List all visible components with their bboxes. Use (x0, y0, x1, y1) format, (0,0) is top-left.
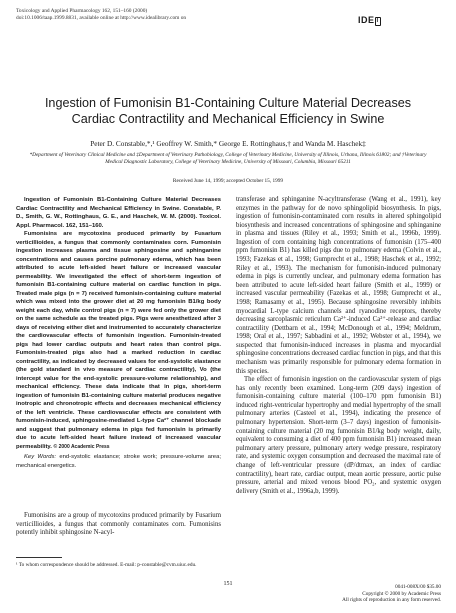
page-number: 151 (223, 581, 233, 587)
ideal-logo (358, 15, 381, 26)
right-paragraph-2: The effect of fumonisin ingestion on the cardiovascular system of pigs has only recently been examined. Long-term (209 days) ingestion of fumonisin-containing culture material (100–170 ppm fumonisin B1) induced right-ventricular hypertrophy and medial hypertrophy of the small pulmonary arteries (Casteel et al., 1994), indicating the presence of pulmonary hypertension. Short-term (3–7 days) ingestion of fumonisin-containing culture material (20 mg fumonisin B1/kg body weight, daily, equivalent to consuming a diet of 400 ppm fumonisin B1) increased mean pulmonary artery pressure, pulmonary artery wedge pressure, respiratory rate, and systemic oxygen consumption and decreased the maximal rate of change of left-ventricular pressure (dP/dtmax, an index of cardiac contractility), heart rate, cardiac output, mean aortic pressure, aortic pulse pressure, arterial and mixed venous blood PO₂, and systemic oxygen delivery (Smith et al., 1996a,b, 1999). (236, 376, 441, 495)
logo-box-letter: l (376, 18, 379, 24)
right-paragraph-1: transferase and sphinganine N-acyltransferase (Wang et al., 1991), key enzymes in the pathway for de novo sphingolipid biosynthesis. In pigs, ingestion of fumonisin-contaminated corn results in altered sphingolipid biosynthesis and increased concentrations of sphingosine and sphinganine in plasma and tissues (Riley et al., 1993; Smith et al., 1996b, 1999). Ingestion of corn containing high concentrations of fumonisin (175–400 ppm fumonisin B1) has killed pigs due to pulmonary edema (Colvin et al., 1993; Fazekas et al., 1998; Gumprecht et al., 1998; Haschek et al., 1992; Riley et al., 1993). The mechanism for fumonisin-induced pulmonary edema in pigs is currently unclear, and pulmonary edema formation has been attributed to acute left-sided heart failure (Smith et al., 1999) or increased vascular permeability (Fazekas et al., 1998; Gumprecht et al., 1998; Ramasamy et al., 1995). Because sphingosine reversibly inhibits myocardial L-type calcium channels and ryanodine receptors, thereby decreasing sarcoplasmic reticulum Ca²⁺-induced Ca²⁺-release and cardiac contractility (Dettbarn et al., 1994; McDonough et al., 1994; Meldrum, 1998; Oral et al., 1997; Sabbadini et al., 1992; Webster et al., 1994), we suspected that fumonisin-induced increases in plasma and myocardial sphingosine concentrations decreased cardiac function in pigs, and that this mechanism was primarily responsible for pulmonary edema formation in this species. (236, 196, 441, 375)
left-column (16, 196, 221, 470)
abstract (16, 196, 221, 451)
article-title: Ingestion of Fumonisin B1-Containing Culture Material Decreases Cardiac Contractility and Mechanical Efficiency in Swine (44, 96, 412, 126)
abstract-citation: Ingestion of Fumonisin B1-Containing Culture Material Decreases Cardiac Contractility and Mechanical Efficiency in Swine. Constable, P. D., Smith, G. W., Rottinghaus, G. E., and Haschek, W. M. (2000). Toxicol. Appl. Pharmacol. 162, 151–160. (16, 197, 221, 229)
intro-paragraph: Fumonisins are a group of mycotoxins produced primarily by Fusarium verticillioides, a fungus that commonly contaminates corn. Fumonisins potently inhibit sphingosine N-acyl- (16, 512, 221, 537)
author-list: Peter D. Constable,*,¹ Geoffrey W. Smith,* George E. Rottinghaus,† and Wanda M. Haschek‡ (90, 139, 366, 148)
footnote-rule (16, 557, 62, 558)
footnote: ¹ To whom correspondence should be addressed. E-mail: p-constable@cvm.uiuc.edu. (16, 562, 197, 568)
right-column (236, 196, 441, 496)
running-header (16, 8, 316, 22)
abstract-body: Fumonisins are mycotoxins produced primarily by Fusarium verticillioides, a fungus that commonly contaminates corn. Fumonisin ingestion increases plasma and tissue sphingosine and sphinganine concentrations and causes porcine pulmonary edema, which has been attributed to acute left-sided heart failure or increased vascular permeability. We investigated the effect of short-term ingestion of fumonisin B1-containing culture material on cardiac function in pigs. Treated male pigs (n = 7) received fumonisin-containing culture material which was mixed into the grower diet at 20 mg fumonisin B1/kg body weight each day, while control pigs (n = 7) were fed only the grower diet on the same schedule as the treated pigs. Pigs were anesthetized after 3 days of receiving either diet and instrumented to accurately characterize the cardiovascular effects of fumonisin ingestion. Fumonisin-treated pigs had lower cardiac outputs and heart rates than control pigs. Fumonisin-treated pigs also had a marked reduction in cardiac contractility, as indicated by decreased values for end-systolic elastance (the gold standard in vivo measure of cardiac contractility), Vo (the intercept value for the end-systolic pressure-volume relationship), and mechanical efficiency. These data indicate that in pigs, short-term ingestion of fumonisin B1-containing culture material produces negative inotropic and chronotropic effects and decreases mechanical efficiency of the left ventricle. These cardiovascular effects are consistent with fumonisin-induced, sphingosine-mediated L-type Ca²⁺ channel blockade and suggest that pulmonary edema in pigs fed fumonisin is primarily due to acute left-sided heart failure instead of increased vascular permeability. © 2000 Academic Press (16, 231, 221, 450)
received-dates: Received June 14, 1999; accepted October 15, 1999 (172, 178, 284, 184)
affiliations: *Department of Veterinary Clinical Medicine and ‡Department of Veterinary Pathobiology, College of Veterinary Medicine, University of Illinois, Urbana, Illinois 61802; and †Veterinary Medical Diagnostic Laboratory, College of Veterinary Medicine, University of Missouri, Columbia, Missouri 65211 (29, 152, 427, 166)
keywords-label: Key Words: (24, 454, 57, 460)
keywords-text: end-systolic elastance; stroke work; pressure-volume area; mechanical energetics. (16, 454, 221, 469)
logo-text: IDE (358, 15, 375, 25)
keywords (16, 453, 221, 470)
abstract-copyright: © 2000 Academic Press (53, 443, 110, 450)
doi-line: doi:10.1006/taap.1999.8831, available online at http://www.idealibrary.com on (16, 15, 187, 21)
copyright-notice: 0041-008X/00 $35.00 Copyright © 2000 by Academic Press All rights of reproduction in any form reserved. (342, 584, 441, 604)
journal-citation: Toxicology and Applied Pharmacology 162, 151–160 (2000) (16, 8, 148, 14)
